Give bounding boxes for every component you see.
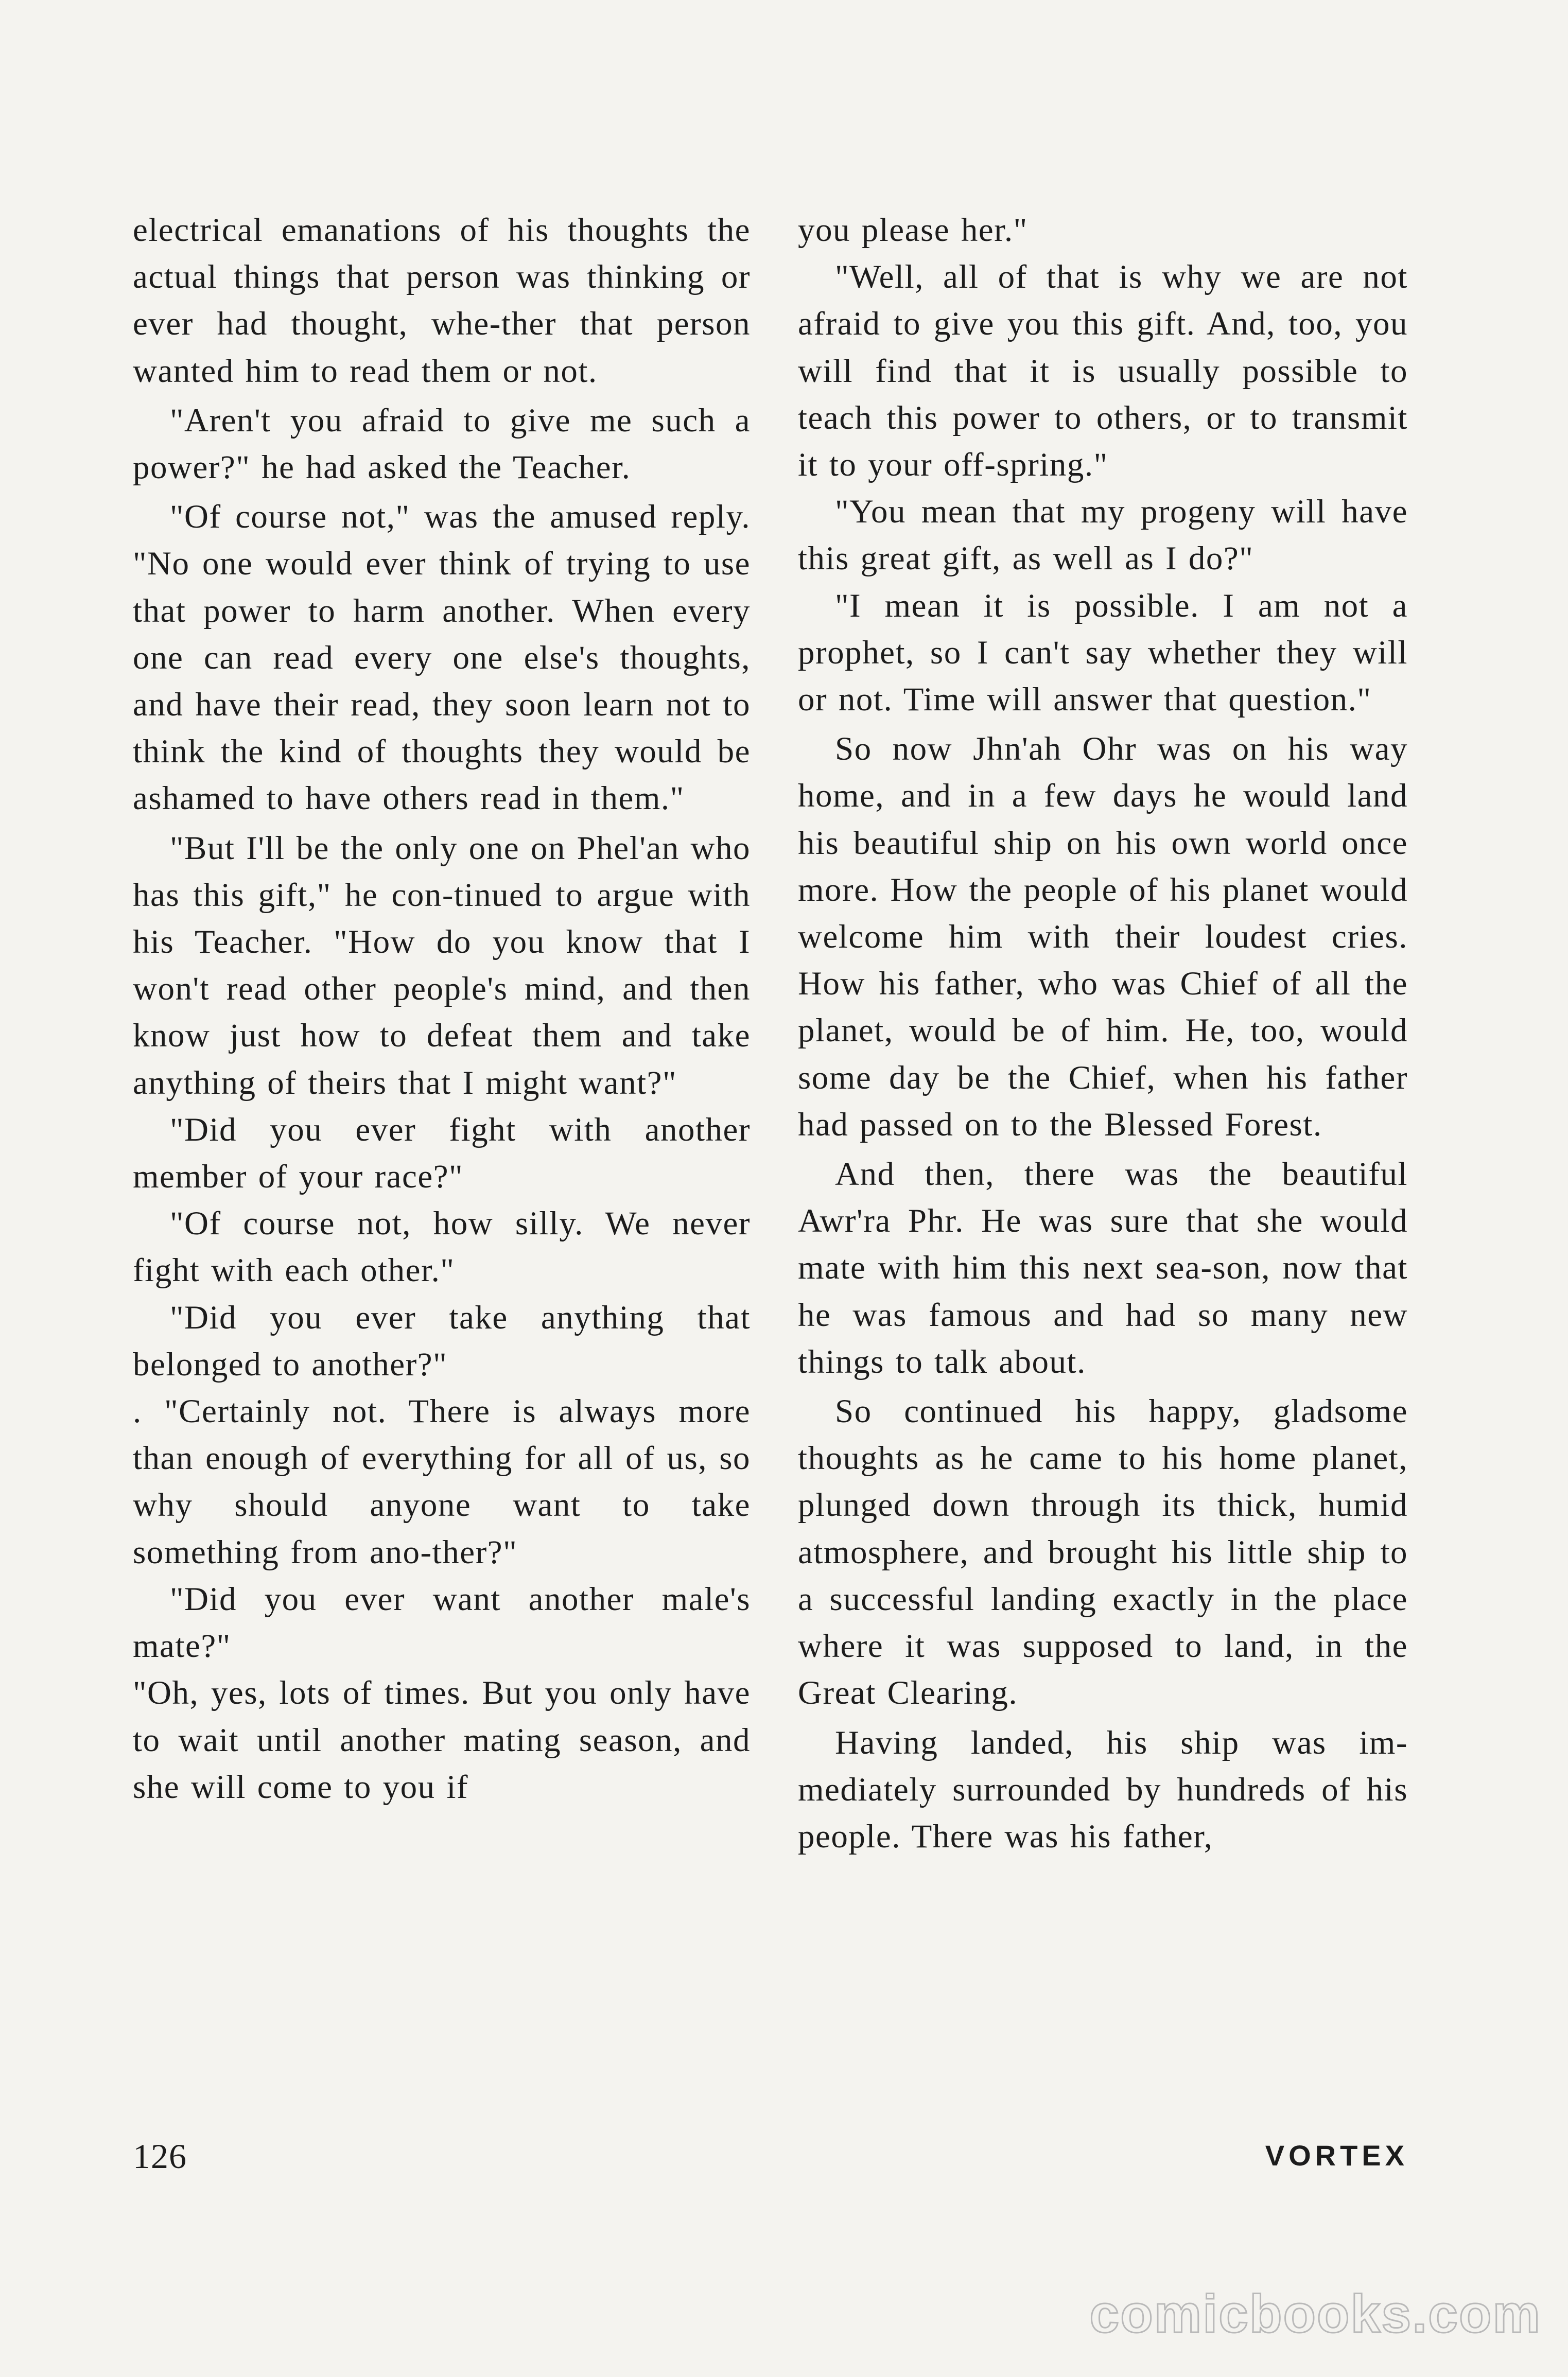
paragraph: "I mean it is possible. I am not a prophet, so I can't say whether they will or not. Time will answer that question." bbox=[798, 587, 1408, 719]
paragraph: "Did you ever fight with another member of your race?" bbox=[133, 1111, 751, 1196]
running-title: VORTEX bbox=[1265, 2139, 1408, 2172]
watermark: comicbooks.com bbox=[1089, 2284, 1541, 2344]
paragraph: electrical emanations of his thoughts the actual things that person was thinking or ever had thought, whe-ther that person wanted him to read them or not. bbox=[133, 212, 751, 390]
left-column bbox=[133, 207, 751, 1811]
page-number: 126 bbox=[133, 2137, 187, 2176]
paragraph: "Aren't you afraid to give me such a power?" he had asked the Teacher. bbox=[133, 401, 751, 486]
paragraph: "Oh, yes, lots of times. But you only have to wait until another mating season, and she will come to you if bbox=[133, 1674, 751, 1806]
paragraph: "Well, all of that is why we are not afraid to give you this gift. And, too, you will find that it is usually possible to teach this power to others, or to transmit it to your off-spring." bbox=[798, 258, 1408, 484]
paragraph: So continued his happy, gladsome thoughts as he came to his home planet, plunged down through its thick, humid atmosphere, and brought his little ship to a successful landing exactly in the place where it was supposed to land, in the Great Clearing. bbox=[798, 1393, 1408, 1712]
paragraph: "Did you ever take anything that belonged to another?" bbox=[133, 1299, 751, 1383]
paragraph: "Did you ever want another male's mate?" bbox=[133, 1580, 751, 1665]
paragraph: Having landed, his ship was im-mediately surrounded by hundreds of his people. There was his father, bbox=[798, 1724, 1408, 1855]
paragraph: . "Certainly not. There is always more than enough of everything for all of us, so why should anyone want to take something from ano-ther?" bbox=[133, 1393, 751, 1571]
paragraph: "Of course not, how silly. We never fight with each other." bbox=[133, 1205, 751, 1289]
paragraph: "Of course not," was the amused reply. "No one would ever think of trying to use that power to harm another. When every one can read every one else's thoughts, and have their read, they soon learn not to think the kind of thoughts they would be ashamed to have others read in them." bbox=[133, 498, 751, 817]
right-column bbox=[798, 207, 1408, 1860]
paragraph: "But I'll be the only one on Phel'an who has this gift," he con-tinued to argue with his Teacher. "How do you know that I won't read other people's mind, and then know just how to defeat them and take anything of theirs that I might want?" bbox=[133, 829, 751, 1102]
paragraph: "You mean that my progeny will have this great gift, as well as I do?" bbox=[798, 493, 1408, 578]
paragraph: you please her." bbox=[798, 212, 1028, 249]
paragraph: So now Jhn'ah Ohr was on his way home, and in a few days he would land his beautiful ship on his own world once more. How the people of his planet would welcome him with their loudest cries. How his father, who was Chief of all the planet, would be of him. He, too, would some day be the Chief, when his father had passed on to the Blessed Forest. bbox=[798, 730, 1408, 1143]
paragraph: And then, there was the beautiful Awr'ra Phr. He was sure that she would mate with him this next sea-son, now that he was famous and had so many new things to talk about. bbox=[798, 1156, 1408, 1380]
